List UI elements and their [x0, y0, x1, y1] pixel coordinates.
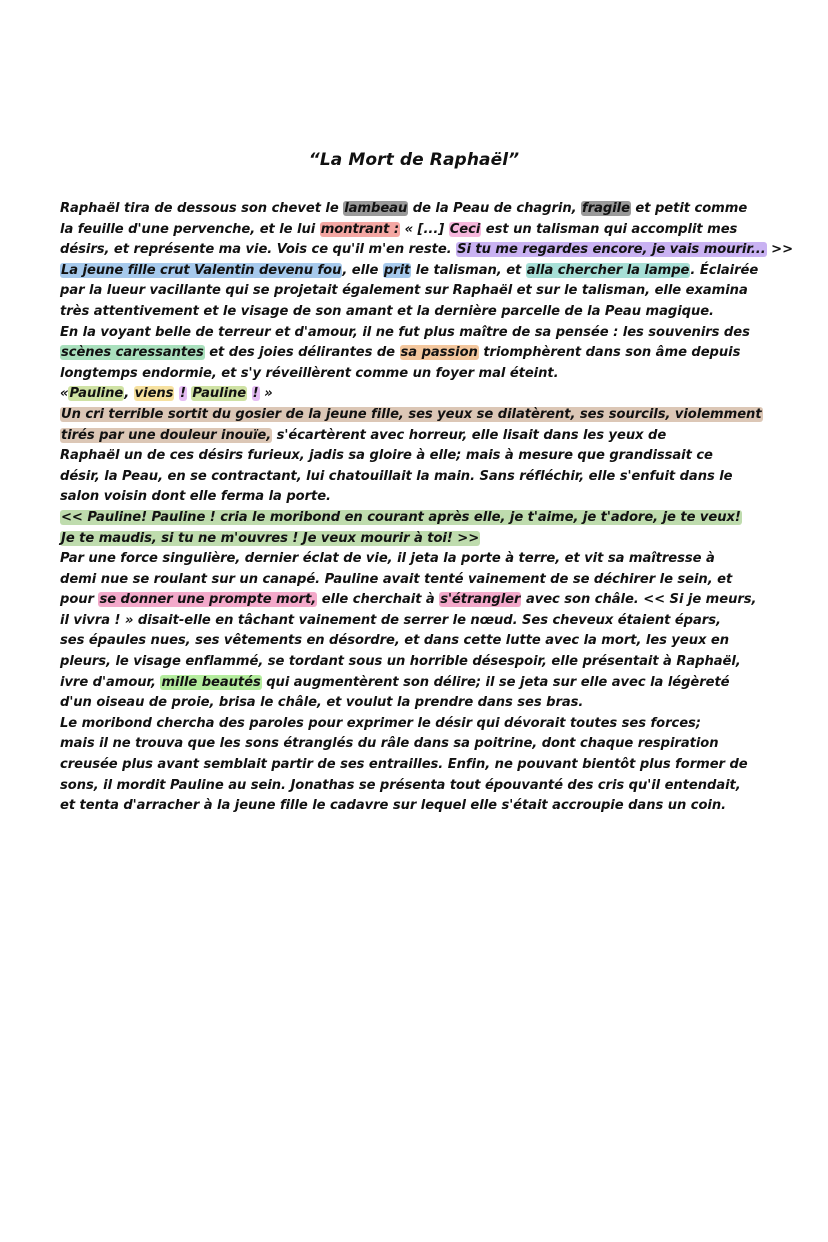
text-segment: Raphaël tira de dessous son chevet le [60, 201, 344, 216]
text-line [60, 693, 780, 714]
highlighted-phrase: Si tu me regardes encore, je vais mourir... [457, 242, 766, 258]
text-segment: >> [766, 242, 794, 258]
text-segment: Par une force singulière, dernier éclat de vie, il jeta la porte à terre, et vit sa maîtresse à [60, 551, 715, 567]
highlighted-phrase: Pauline [69, 386, 124, 402]
text-line [60, 549, 780, 570]
text-segment: « [...] [400, 221, 449, 237]
highlighted-phrase: ! [179, 386, 186, 402]
text-line [60, 467, 780, 488]
text-segment: » [259, 386, 273, 402]
highlighted-phrase: scènes caressantes [61, 345, 204, 361]
highlighted-phrase: se donner une prompte mort, [99, 592, 317, 608]
text-segment: par la lueur vacillante qui se projetait également sur Raphaël et sur le talisman, elle examina [60, 283, 748, 299]
text-segment: triomphèrent dans son âme depuis [478, 345, 741, 361]
text-segment: le talisman, et [411, 262, 526, 278]
text-line [60, 261, 780, 282]
highlighted-phrase: Ceci [449, 221, 481, 237]
text-line [60, 652, 780, 673]
text-line [60, 405, 780, 426]
text-segment: il vivra ! » disait-elle en tâchant vainement de serrer le nœud. Ses cheveux étaient épars, [60, 612, 721, 628]
text-segment: longtemps endormie, et s'y réveillèrent comme un foyer mal éteint. [60, 365, 559, 381]
text-line [60, 570, 780, 591]
text-segment: qui augmentèrent son délire; il se jeta sur elle avec la légèreté [261, 674, 730, 690]
text-line [60, 529, 780, 550]
text-segment: salon voisin dont elle ferma la porte. [60, 489, 331, 505]
highlighted-phrase: montrant : [320, 221, 400, 237]
text-segment: « [60, 386, 69, 402]
text-segment: la feuille d'une pervenche, et le lui [60, 221, 320, 237]
text-line [60, 590, 780, 611]
text-line [60, 714, 780, 735]
text-segment: , elle [342, 262, 383, 278]
text-segment: ivre d'amour, [60, 674, 161, 690]
text-segment: Raphaël un de ces désirs furieux, jadis sa gloire à elle; mais à mesure que grandissait ce [60, 448, 713, 464]
highlighted-phrase: mille beautés [161, 674, 261, 690]
text-line [60, 323, 780, 344]
highlighted-phrase: s'étrangler [440, 592, 521, 608]
highlighted-phrase: Un cri terrible sortit du gosier de la jeune fille, ses yeux se dilatèrent, ses sourcils, violemment [61, 406, 762, 422]
text-line [60, 796, 780, 817]
highlighted-phrase: prit [383, 262, 411, 278]
text-segment: désirs, et représente ma vie. Vois ce qu'il m'en reste. [60, 242, 457, 258]
page-title: “La Mort de Raphaël” [308, 150, 520, 170]
text-segment: d'un oiseau de proie, brisa le châle, et voulut la prendre dans ses bras. [60, 695, 584, 711]
text-line [60, 776, 780, 797]
text-segment: et des joies délirantes de [204, 345, 400, 361]
text-segment: de la Peau de chagrin, [408, 201, 582, 216]
text-line [60, 446, 780, 467]
text-line [60, 240, 794, 261]
text-segment: pour [60, 592, 99, 608]
text-segment: désir, la Peau, en se contractant, lui chatouillait la main. Sans réfléchir, elle s'enfuit dans le [60, 468, 733, 484]
text-line [60, 631, 780, 652]
text-segment: pleurs, le visage enflammé, se tordant sous un horrible désespoir, elle présentait à Raphaël, [60, 654, 741, 670]
text-segment: sons, il mordit Pauline au sein. Jonathas se présenta tout épouvanté des cris qu'il entendait, [60, 777, 741, 793]
highlighted-phrase: tirés par une douleur inouïe, [61, 427, 272, 443]
text-segment: avec son châle. << Si je meurs, [521, 592, 757, 608]
text-segment: et petit comme [630, 201, 748, 216]
text-segment: creusée plus avant semblait partir de ses entrailles. Enfin, ne pouvant bientôt plus former de [60, 757, 748, 773]
text-line [60, 199, 780, 220]
text-line [60, 281, 780, 302]
highlighted-phrase: alla chercher la lampe [526, 262, 690, 278]
highlighted-phrase: << Pauline! Pauline ! cria le moribond en courant après elle, je t'aime, je t'adore, je te veux! [61, 509, 741, 525]
highlighted-phrase: ! [252, 386, 259, 402]
text-segment: En la voyant belle de terreur et d'amour, il ne fut plus maître de sa pensée : les souvenirs des [60, 324, 750, 340]
text-segment: s'écartèrent avec horreur, elle lisait dans les yeux de [272, 427, 667, 443]
text-line [60, 487, 780, 508]
text-line [60, 343, 780, 364]
highlighted-phrase: fragile [582, 201, 630, 216]
highlighted-phrase: lambeau [344, 201, 408, 216]
text-line [60, 384, 780, 405]
text-segment: elle cherchait à [317, 592, 440, 608]
text-line [60, 220, 780, 241]
text-segment: et tenta d'arracher à la jeune fille le cadavre sur lequel elle s'était accroupie dans un coin. [60, 798, 727, 814]
text-segment: mais il ne trouva que les sons étranglés du râle dans sa poitrine, dont chaque respiration [60, 736, 719, 752]
text-line [60, 755, 780, 776]
text-body [60, 199, 794, 817]
highlighted-phrase: viens [134, 386, 174, 402]
highlighted-phrase: Pauline [192, 386, 247, 402]
text-segment: est un talisman qui accomplit mes [481, 221, 738, 237]
text-line [60, 508, 780, 529]
text-segment: demi nue se roulant sur un canapé. Pauline avait tenté vainement de se déchirer le sein, et [60, 571, 733, 587]
text-segment: Le moribond chercha des paroles pour exprimer le désir qui dévorait toutes ses forces; [60, 715, 701, 731]
text-segment [247, 386, 252, 401]
text-line [60, 673, 780, 694]
highlighted-phrase: sa passion [400, 345, 478, 361]
text-line [60, 364, 780, 385]
text-segment: très attentivement et le visage de son amant et la dernière parcelle de la Peau magique. [60, 303, 714, 319]
highlighted-phrase: La jeune fille crut Valentin devenu fou [61, 262, 342, 278]
text-segment: , [124, 386, 134, 402]
text-line [60, 426, 780, 447]
highlighted-phrase: Je te maudis, si tu ne m'ouvres ! Je veux mourir à toi! >> [61, 530, 480, 546]
text-line [60, 611, 780, 632]
text-segment: . Éclairée [690, 262, 759, 278]
text-line [60, 734, 780, 755]
text-line [60, 302, 780, 323]
text-segment: ses épaules nues, ses vêtements en désordre, et dans cette lutte avec la mort, les yeux en [60, 633, 730, 649]
